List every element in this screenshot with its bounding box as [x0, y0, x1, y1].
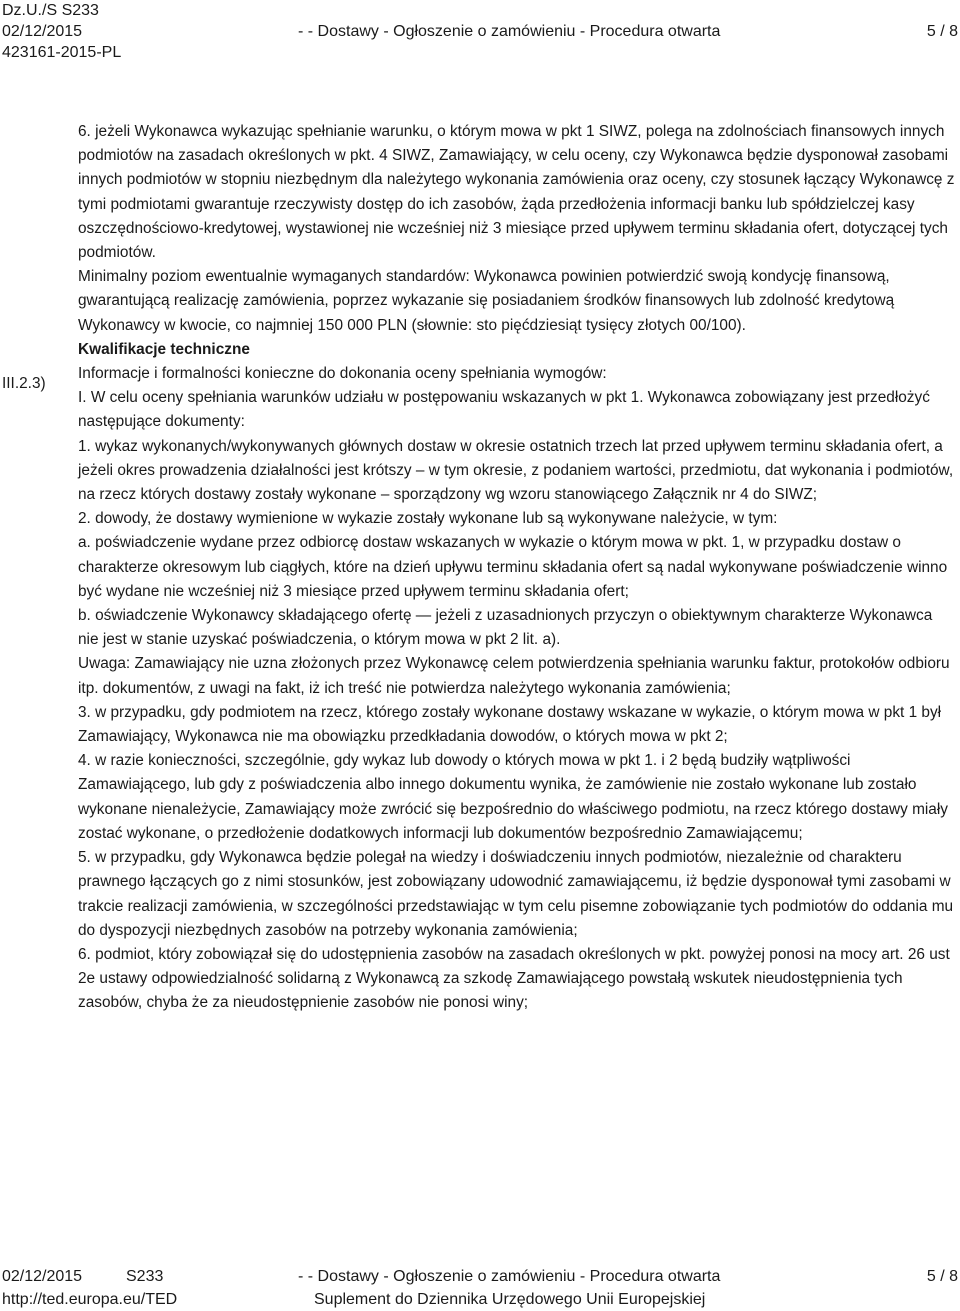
header-date: 02/12/2015 — [2, 23, 83, 40]
paragraph: a. poświadczenie wydane przez odbiorcę dostaw wskazanych w wykazie o którym mowa w pkt. 1, w przypadku dostaw o charakterze okresowym lub ciągłych, które na dzień upływu terminu składania ofert są nadal wykonywane poświadczenie winno być wydane nie wcześniej niż 3 miesiące przed upływem terminu składania ofert; — [78, 534, 948, 600]
paragraph: 1. wykaz wykonanych/wykonywanych głównych dostaw w okresie ostatnich trzech lat przed upływem terminu składania ofert, a jeżeli okres prowadzenia działalności jest krótszy – w tym okresie, z podaniem wartości, przedmiotu, dat wykonania i podmiotów, na rzecz których dostawy zostały wykonane – sporządzony wg wzoru stanowiącego Załącznik nr 4 do SIWZ; — [78, 437, 954, 504]
paragraph-minimum-standard: Minimalny poziom ewentualnie wymaganych standardów: Wykonawca powinien potwierdzić swoją kondycję finansową, gwarantującą realizację zamówienia, poprzez wykazanie się posiadaniem środków finansowych lub zdolność kredytową Wykonawcy w kwocie, co najmniej 150 000 PLN (słownie: sto pięćdziesiąt tysięcy złotych 00/100). — [78, 268, 895, 334]
paragraph: 6. podmiot, który zobowiązał się do udostępnienia zasobów na zasadach określonych w pkt. powyżej ponosi na mocy art. 26 ust 2e ustawy odpowiedzialność solidarną z Wykonawcą za szkodę Zamawiającego powstałą wskutek nieudostępnienia tych zasobów, chyba że za nieudostępnienie zasobów nie ponosi winy; — [78, 945, 950, 1012]
paragraph: 2. dowody, że dostawy wymienione w wykazie zostały wykonane lub są wykonywane należycie, w tym: — [78, 510, 778, 528]
section-heading: Kwalifikacje techniczne — [78, 340, 250, 358]
header-title: - - Dostawy - Ogłoszenie o zamówieniu - Procedura otwarta — [298, 23, 721, 40]
document-body — [78, 120, 956, 1016]
doc-ref: Dz.U./S S233 — [2, 2, 99, 19]
footer-series: S233 — [126, 1268, 164, 1285]
paragraph: 5. w przypadku, gdy Wykonawca będzie polegał na wiedzy i doświadczeniu innych podmiotów, niezależnie od charakteru prawnego łączących go z nimi stosunków, jest zobowiązany udowodnić zamawiającemu, iż będzie dysponował tymi zasobami w trakcie realizacji zamówienia, w szczególności przedstawiając w tym celu pisemne zobowiązanie tych podmiotów do oddania mu do dyspozycji niezbędnych zasobów na potrzeby wykonania zamówienia; — [78, 849, 954, 939]
footer-url-link[interactable]: http://ted.europa.eu/TED — [2, 1291, 178, 1308]
paragraph: b. oświadczenie Wykonawcy składającego ofertę — jeżeli z uzasadnionych przyczyn o obiektywnym charakterze Wykonawca nie jest w stanie uzyskać poświadczenia, o którym mowa w pkt 2 lit. a). — [78, 607, 933, 649]
paragraph: 3. w przypadku, gdy podmiotem na rzecz, którego zostały wykonane dostawy wskazane w wykazie, o którym mowa w pkt 1 był Zamawiający, Wykonawca nie ma obowiązku przedkładania dowodów, o których mowa w pkt 2; — [78, 703, 942, 746]
paragraph-financial-6: 6. jeżeli Wykonawca wykazując spełnianie warunku, o którym mowa w pkt 1 SIWZ, polega na zdolnościach finansowych innych podmiotów na zasadach określonych w pkt. 4 SIWZ, Zamawiający, w celu oceny, czy Wykonawca będzie dysponował zasobami innych podmiotów w stopniu niezbędnym dla należytego wykonania zamówienia oraz oceny, czy stosunek łączący Wykonawcę z tymi podmiotami gwarantuje rzeczywisty dostęp do ich zasobów, żąda przedłożenia informacji banku lub spółdzielczej kasy oszczędnościowo-kredytowej, wystawionej nie wcześniej niż 3 miesiące przed upływem terminu składania ofert, dotyczącej tych podmiotów. — [78, 123, 955, 262]
page-footer — [2, 1265, 958, 1311]
paragraph: Informacje i formalności konieczne do dokonania oceny spełniania wymogów: — [78, 365, 607, 383]
footer-date: 02/12/2015 — [2, 1268, 83, 1285]
paragraph: Uwaga: Zamawiający nie uzna złożonych przez Wykonawcę celem potwierdzenia spełniania warunku faktur, protokołów odbioru itp. dokumentów, z uwagi na fakt, iż ich treść nie potwierdza należytego wykonania zamówienia; — [78, 655, 950, 697]
section-number: III.2.3) — [2, 375, 46, 392]
footer-title: - - Dostawy - Ogłoszenie o zamówieniu - Procedura otwarta — [298, 1268, 721, 1285]
notice-id: 423161-2015-PL — [2, 44, 122, 61]
paragraph: 4. w razie konieczności, szczególnie, gdy wykaz lub dowody o których mowa w pkt 1. i 2 będą budziły wątpliwości Zamawiającego, lub gdy z poświadczenia albo innego dokumentu wynika, że zamówienie nie zostało wykonane lub zostało wykonane nienależycie, Zamawiający może zwrócić się bezpośrednio do właściwego podmiotu, na rzecz którego dostawy miały zostać wykonane, o przedłożenie dodatkowych informacji lub dokumentów bezpośrednio Zamawiającemu; — [78, 752, 948, 842]
footer-page: 5 / 8 — [926, 1268, 958, 1285]
page-header — [2, 0, 958, 63]
footer-journal: Suplement do Dziennika Urzędowego Unii Europejskiej — [314, 1291, 706, 1308]
paragraph: I. W celu oceny spełniania warunków udziału w postępowaniu wskazanych w pkt 1. Wykonawca zobowiązany jest przedłożyć następujące dokumenty: — [78, 389, 930, 431]
header-page: 5 / 8 — [926, 23, 958, 40]
